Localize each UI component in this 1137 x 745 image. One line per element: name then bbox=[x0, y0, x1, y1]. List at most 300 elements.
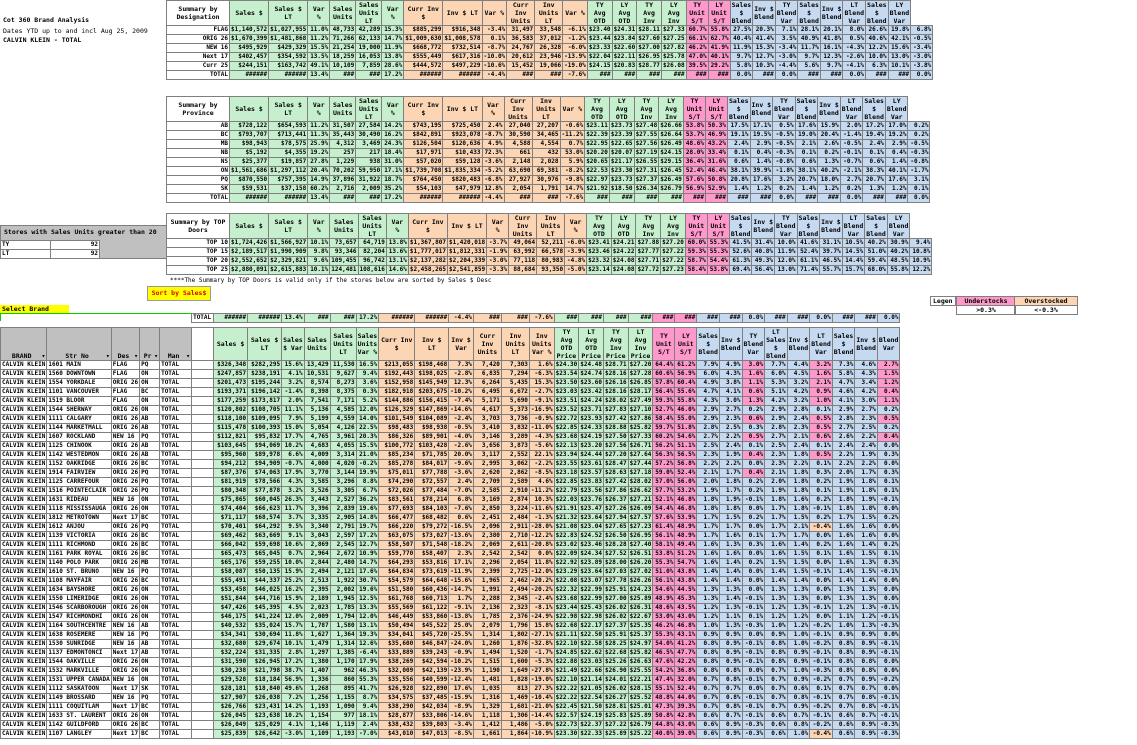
value-cell: $22.79 bbox=[555, 487, 578, 494]
store-row[interactable] bbox=[1, 370, 900, 379]
column-header: Var % bbox=[308, 97, 330, 122]
value-cell: $282,295 bbox=[248, 361, 282, 370]
brand-cell: CALVIN KLEIN bbox=[2, 658, 46, 665]
store-row[interactable] bbox=[1, 721, 900, 730]
filter-dropdown-icon[interactable]: ▾ bbox=[154, 352, 159, 360]
cell: $2,137,282 bbox=[409, 257, 446, 264]
detail-table bbox=[0, 313, 900, 739]
value-cell: 43.8% bbox=[675, 568, 697, 577]
value-cell: 0.5% bbox=[742, 433, 765, 442]
cell: 1.2% bbox=[885, 185, 908, 194]
cell: 24.3% bbox=[382, 140, 404, 149]
value-cell: 1,785 bbox=[330, 604, 356, 613]
value-cell: 59.3% bbox=[653, 397, 675, 406]
desig-cell: ORIG 26 bbox=[112, 451, 139, 458]
store-row[interactable] bbox=[1, 505, 900, 514]
store-row[interactable] bbox=[1, 532, 900, 541]
value-cell: 0.8% bbox=[787, 721, 810, 730]
store-row[interactable] bbox=[1, 397, 900, 406]
value-cell: $26.79 bbox=[629, 721, 652, 728]
value-cell: 2,611 bbox=[501, 541, 529, 550]
value-cell: 1.9% bbox=[765, 487, 788, 496]
value-cell: $18,840 bbox=[248, 685, 282, 694]
desig-cell: ORIG 26 bbox=[112, 505, 139, 512]
value-cell: 1,109 bbox=[304, 730, 330, 739]
filter-dropdown-icon[interactable]: ▾ bbox=[41, 352, 46, 360]
store-row[interactable] bbox=[1, 451, 900, 460]
cell: $24.21 bbox=[612, 239, 635, 246]
column-header: LY Unit S/T bbox=[705, 97, 727, 122]
desig-cell: ORIG 26 bbox=[112, 415, 139, 422]
spacer-cell bbox=[192, 505, 214, 514]
value-cell: $22.33 bbox=[580, 730, 602, 737]
value-cell: 1.7% bbox=[697, 514, 720, 523]
store-row[interactable] bbox=[1, 469, 900, 478]
value-cell: $22.10 bbox=[555, 676, 578, 683]
store-row[interactable] bbox=[1, 613, 900, 622]
store-row[interactable] bbox=[1, 577, 900, 586]
value-cell: 1.9% bbox=[719, 451, 742, 460]
value-cell: $24.30 bbox=[555, 361, 578, 368]
cell: ### bbox=[683, 194, 705, 203]
cell: 13.0% bbox=[888, 53, 911, 62]
summary-row bbox=[167, 62, 933, 71]
store-row[interactable] bbox=[1, 514, 900, 523]
store-row[interactable] bbox=[1, 406, 900, 415]
value-cell: -7.0% bbox=[356, 730, 379, 739]
value-cell: $61,122 bbox=[415, 604, 449, 613]
value-cell: $26.71 bbox=[629, 442, 652, 449]
value-cell: 2.7% bbox=[697, 433, 720, 442]
value-cell: 2.1% bbox=[765, 469, 788, 478]
value-cell: 1.4% bbox=[697, 577, 720, 586]
column-header: LY Avg Inv bbox=[659, 97, 684, 122]
value-cell: $27.18 bbox=[629, 469, 652, 476]
store-row[interactable] bbox=[1, 541, 900, 550]
man-cell: TOTAL bbox=[160, 469, 192, 478]
store-row[interactable] bbox=[1, 649, 900, 658]
brand-header[interactable] bbox=[1, 328, 47, 361]
store-cell: 1612 ANJOU bbox=[47, 523, 111, 532]
value-cell: 0.1% bbox=[742, 613, 765, 622]
value-cell: $23.29 bbox=[555, 568, 578, 575]
value-cell: 2.3% bbox=[719, 415, 742, 424]
value-cell: 4.2% bbox=[765, 397, 788, 406]
value-cell: 2.0% bbox=[832, 469, 855, 478]
column-header: Sales Units LT bbox=[356, 1, 382, 26]
row-label: NEW 16 bbox=[167, 44, 230, 53]
cell: 14.7% bbox=[382, 35, 404, 44]
value-cell: 0.7% bbox=[765, 685, 788, 694]
prov-cell: AB bbox=[140, 451, 160, 460]
cell: 57.6% bbox=[683, 176, 705, 185]
column-header: Var % bbox=[563, 1, 588, 26]
prov-cell: PQ bbox=[140, 433, 160, 442]
value-cell: $85,278 bbox=[379, 460, 415, 469]
cell: 59,950 bbox=[356, 167, 382, 176]
store-row[interactable] bbox=[1, 460, 900, 469]
value-cell: $44,716 bbox=[248, 595, 282, 604]
store-cell: 1101 VANCOUVER bbox=[47, 388, 111, 397]
value-cell: $22.98 bbox=[580, 613, 602, 620]
value-cell: 1,316 bbox=[473, 694, 501, 703]
store-row[interactable] bbox=[1, 604, 900, 613]
value-cell: 1,922 bbox=[330, 577, 356, 586]
man-cell: TOTAL bbox=[160, 433, 192, 442]
value-cell: 1.3% bbox=[697, 595, 720, 604]
cell: $27.23 bbox=[662, 266, 684, 273]
cell: 61.3% bbox=[729, 257, 752, 266]
value-cell: 3,146 bbox=[473, 433, 501, 442]
value-cell: -0.3% bbox=[742, 721, 765, 730]
value-cell: 1.6% bbox=[832, 541, 855, 550]
cell: -3.6% bbox=[482, 158, 504, 167]
cell: ### bbox=[750, 194, 773, 203]
detail-column-header: Inv Units LT bbox=[501, 328, 529, 361]
man-header[interactable] bbox=[160, 328, 192, 361]
value-cell: 0.1% bbox=[810, 550, 833, 559]
spacer-cell bbox=[192, 406, 214, 415]
cell: 109,455 bbox=[331, 257, 357, 264]
cell: 14.2% bbox=[382, 122, 404, 131]
row-label: TOTAL bbox=[167, 71, 230, 80]
desig-header[interactable] bbox=[111, 328, 139, 361]
cell: $27.20 bbox=[662, 239, 684, 246]
value-cell: 2,288 bbox=[473, 595, 501, 604]
cell: 10.1% bbox=[888, 62, 911, 71]
store-row[interactable] bbox=[1, 550, 900, 559]
cell: $495,929 bbox=[230, 44, 269, 53]
value-cell: $23.44 bbox=[555, 604, 578, 611]
store-row[interactable] bbox=[1, 424, 900, 433]
cell: -0.5% bbox=[773, 131, 796, 140]
value-cell: $24.48 bbox=[580, 361, 602, 368]
cell: 19.0% bbox=[795, 131, 818, 140]
cell: 60.0% bbox=[685, 239, 707, 248]
sum-topdoors-table bbox=[166, 213, 932, 275]
store-header[interactable] bbox=[47, 328, 111, 361]
cell: 19,066 bbox=[535, 62, 563, 71]
cell: 31.4% bbox=[752, 239, 775, 248]
value-cell: 44.0% bbox=[675, 694, 697, 703]
cell: 2,054 bbox=[504, 185, 532, 194]
cell: -1.2% bbox=[563, 35, 588, 44]
value-cell: $152,958 bbox=[379, 379, 415, 388]
value-cell: -0.1% bbox=[810, 658, 833, 667]
value-cell: 15.0% bbox=[282, 424, 305, 433]
store-cell: 1530 SUNRIDGE bbox=[47, 640, 111, 649]
filter-dropdown-icon[interactable]: ▾ bbox=[186, 352, 191, 360]
cell: $2,329,821 bbox=[270, 257, 307, 264]
value-cell: 1.6% bbox=[697, 541, 720, 550]
store-row[interactable] bbox=[1, 559, 900, 568]
cell: 12.2% bbox=[866, 44, 889, 53]
column-header: Inv $ Blend bbox=[818, 97, 841, 122]
cell: $26.08 bbox=[662, 62, 685, 69]
value-cell: $23.94 bbox=[555, 451, 578, 458]
value-cell: 2,323 bbox=[501, 604, 529, 613]
value-cell: 2.3% bbox=[855, 415, 878, 424]
value-cell: -12.0% bbox=[530, 568, 553, 575]
cell: 52,211 bbox=[537, 239, 565, 248]
cell: 0.6% bbox=[795, 158, 818, 167]
cell: -1.8% bbox=[773, 167, 796, 176]
value-cell: $85,234 bbox=[379, 451, 415, 460]
desig-cell: ORIG 26 bbox=[112, 721, 139, 728]
store-row[interactable] bbox=[1, 478, 900, 487]
cell: 15.5% bbox=[308, 44, 330, 53]
value-cell: 1.8% bbox=[719, 505, 742, 514]
total-cell: -7.6% bbox=[529, 314, 554, 323]
cell: 31.1% bbox=[820, 239, 843, 248]
summary-row bbox=[167, 266, 932, 275]
value-cell: 1,681 bbox=[501, 703, 529, 712]
value-cell: 8,398 bbox=[304, 388, 330, 397]
value-cell: 0.6% bbox=[832, 721, 855, 730]
value-cell: 54.7% bbox=[675, 559, 697, 568]
total-cell: ### bbox=[554, 314, 579, 323]
cell: 0.4% bbox=[885, 149, 908, 158]
value-cell: 0.6% bbox=[697, 721, 720, 730]
value-cell: $23.64 bbox=[580, 514, 602, 521]
value-cell: $71,548 bbox=[415, 541, 449, 550]
value-cell: 6.6% bbox=[282, 451, 305, 460]
summary-header: Summary by Province bbox=[167, 97, 230, 122]
prov-header[interactable] bbox=[140, 328, 160, 361]
value-cell: -13.8% bbox=[450, 613, 472, 620]
store-row[interactable] bbox=[1, 622, 900, 631]
cell: $654,593 bbox=[269, 122, 308, 131]
value-cell: 0.7% bbox=[765, 694, 788, 703]
value-cell: -3.4% bbox=[449, 721, 474, 730]
value-cell: $247,857 bbox=[214, 370, 248, 379]
value-cell: $84,017 bbox=[415, 460, 449, 469]
spacer-cell bbox=[192, 523, 214, 532]
spacer-cell bbox=[192, 514, 214, 523]
filter-dropdown-icon[interactable]: ▾ bbox=[105, 352, 110, 360]
value-cell: 1,336 bbox=[304, 676, 330, 685]
value-cell: 8,574 bbox=[304, 379, 330, 388]
value-cell: 0.0% bbox=[877, 586, 900, 595]
prov-cell: ON bbox=[140, 496, 160, 505]
value-cell: $28.16 bbox=[604, 388, 627, 395]
brand-total-label: CALVIN KLEIN - TOTAL bbox=[3, 36, 82, 44]
value-cell: $118,100 bbox=[214, 415, 248, 424]
value-cell: $55,569 bbox=[379, 604, 415, 613]
store-row[interactable] bbox=[1, 703, 900, 712]
store-row[interactable] bbox=[1, 685, 900, 694]
value-cell: 3,144 bbox=[330, 469, 356, 478]
value-cell: 2,589 bbox=[501, 478, 529, 487]
store-row[interactable] bbox=[1, 487, 900, 496]
store-row[interactable] bbox=[1, 388, 900, 397]
store-row[interactable] bbox=[1, 658, 900, 667]
summary-row bbox=[167, 26, 933, 35]
value-cell: -11.6% bbox=[530, 505, 553, 512]
value-cell: 55.6% bbox=[675, 388, 697, 397]
value-cell: 22.5% bbox=[356, 424, 379, 433]
column-header: Sales $ bbox=[230, 97, 269, 122]
cell: 2.1% bbox=[795, 140, 818, 149]
store-row[interactable] bbox=[1, 694, 900, 703]
value-cell: -2.2% bbox=[529, 460, 554, 469]
value-cell: $78,566 bbox=[248, 478, 282, 487]
store-cell: 1547 RICHMONDHI bbox=[47, 613, 111, 622]
value-cell: $51,580 bbox=[379, 586, 415, 595]
value-cell: 1.6% bbox=[697, 559, 720, 568]
value-cell: 3.6% bbox=[356, 379, 379, 388]
brand-cell: CALVIN KLEIN bbox=[2, 370, 46, 377]
store-row[interactable] bbox=[1, 433, 900, 442]
value-cell: $198,468 bbox=[415, 361, 449, 370]
total-cell: ###### bbox=[379, 314, 415, 323]
cell: 20.4% bbox=[818, 131, 841, 140]
brand-cell: CALVIN KLEIN bbox=[2, 451, 46, 458]
legend-label: Legen bbox=[930, 296, 956, 306]
value-cell: $53,816 bbox=[415, 559, 449, 568]
cell: $23.33 bbox=[588, 44, 611, 51]
store-row[interactable] bbox=[1, 442, 900, 451]
value-cell: $59,770 bbox=[379, 550, 415, 559]
value-cell: $27.40 bbox=[629, 541, 652, 548]
sort-by-sales-button[interactable]: Sort by Sales$ bbox=[147, 286, 211, 301]
value-cell: $55,491 bbox=[214, 577, 248, 586]
value-cell: 1.2% bbox=[697, 613, 720, 622]
detail-column-header: TY Unit S/T bbox=[653, 328, 675, 361]
value-cell: 0.6% bbox=[810, 433, 833, 442]
value-cell: -0.4% bbox=[810, 523, 833, 532]
value-cell: -7.4% bbox=[449, 397, 474, 406]
value-cell: $66,623 bbox=[248, 505, 282, 514]
cell: $37,158 bbox=[269, 185, 308, 194]
desig-cell: ORIG 26 bbox=[112, 406, 139, 413]
value-cell: 46.8% bbox=[675, 496, 697, 505]
value-cell: $68,482 bbox=[415, 514, 449, 523]
row-label: SK bbox=[167, 185, 230, 194]
row-label: TOP 10 bbox=[167, 239, 230, 248]
value-cell: 2.5% bbox=[719, 424, 742, 433]
value-cell: $26.02 bbox=[604, 685, 627, 692]
cell: -6.8% bbox=[482, 176, 504, 185]
store-cell: 1550 LIMERIDGE bbox=[47, 595, 111, 604]
brand-cell: CALVIN KLEIN bbox=[2, 379, 46, 386]
brand-cell: CALVIN KLEIN bbox=[2, 487, 46, 494]
cell: $25.78 bbox=[662, 53, 685, 60]
value-cell: 0.2% bbox=[810, 496, 833, 505]
value-cell: 0.2% bbox=[810, 514, 833, 523]
store-row[interactable] bbox=[1, 667, 900, 676]
cell: 48,733 bbox=[330, 26, 356, 35]
prov-cell: AB bbox=[140, 424, 160, 433]
column-header: Sales $ Blend bbox=[867, 1, 887, 25]
store-row[interactable] bbox=[1, 595, 900, 604]
desig-cell: NEW 16 bbox=[111, 622, 139, 631]
store-row[interactable] bbox=[1, 568, 900, 577]
value-cell: 43.1% bbox=[675, 631, 697, 640]
cell: 41.9% bbox=[708, 44, 730, 53]
store-row[interactable] bbox=[1, 523, 900, 532]
cell: 40.6% bbox=[866, 35, 889, 44]
row-label: TOP 15 bbox=[167, 248, 230, 257]
filter-dropdown-icon[interactable]: ▾ bbox=[134, 352, 139, 360]
cell: 0.2% bbox=[773, 185, 796, 194]
value-cell: $22.21 bbox=[629, 676, 652, 683]
value-cell: 2.7% bbox=[765, 433, 788, 442]
value-cell: $42,139 bbox=[415, 667, 449, 676]
value-cell: 1.3% bbox=[719, 541, 742, 550]
column-header: Curr Inv $ bbox=[404, 97, 443, 122]
store-row[interactable] bbox=[1, 676, 900, 685]
value-cell: 1.8% bbox=[855, 478, 878, 487]
value-cell: $22.22 bbox=[555, 694, 578, 701]
cell: -1.4% bbox=[840, 131, 863, 140]
store-row[interactable] bbox=[1, 640, 900, 649]
value-cell: 3.8% bbox=[719, 379, 742, 388]
store-row[interactable] bbox=[1, 730, 900, 739]
cell: 124,481 bbox=[331, 266, 357, 273]
value-cell: 10.0% bbox=[282, 559, 305, 568]
brand-cell: CALVIN KLEIN bbox=[2, 577, 46, 584]
value-cell: -0.1% bbox=[742, 676, 765, 685]
value-cell: $59,255 bbox=[248, 559, 282, 568]
store-row[interactable] bbox=[1, 496, 900, 505]
detail-column-header: LT Avg OTD Price bbox=[579, 328, 604, 361]
store-row[interactable] bbox=[1, 415, 900, 424]
value-cell: -0.1% bbox=[877, 703, 900, 712]
cell: 46.4% bbox=[705, 167, 727, 176]
value-cell: $69,462 bbox=[214, 532, 248, 541]
store-row[interactable] bbox=[1, 586, 900, 595]
cell: $59,531 bbox=[230, 185, 269, 194]
value-cell: 0.0% bbox=[810, 613, 833, 622]
store-row[interactable] bbox=[1, 379, 900, 388]
value-cell: 1,385 bbox=[330, 649, 356, 658]
value-cell: 2.7% bbox=[877, 361, 900, 370]
column-header: TY Avg OTD bbox=[585, 97, 610, 122]
column-header: TY Avg Inv bbox=[636, 214, 661, 239]
store-row[interactable] bbox=[1, 712, 900, 721]
value-cell: 1.7% bbox=[719, 487, 742, 496]
value-cell: 2,096 bbox=[473, 523, 501, 532]
cell: 80,983 bbox=[537, 257, 565, 266]
prov-cell: ON bbox=[140, 658, 160, 667]
store-row[interactable] bbox=[1, 631, 900, 640]
spacer-cell bbox=[192, 487, 214, 496]
value-cell: 2,399 bbox=[473, 568, 501, 577]
value-cell: $66,477 bbox=[379, 514, 415, 523]
value-cell: 3,117 bbox=[473, 451, 501, 460]
value-cell: 7.3% bbox=[832, 361, 855, 370]
cell: 1.4% bbox=[885, 158, 908, 167]
total-cell: ### bbox=[603, 314, 628, 323]
value-cell: $23,431 bbox=[248, 703, 282, 712]
value-cell: 1,380 bbox=[304, 658, 330, 667]
cell: $59,128 bbox=[443, 158, 482, 167]
value-cell: $26,766 bbox=[214, 703, 248, 712]
value-cell: 4,009 bbox=[304, 451, 330, 460]
value-cell: 6,672 bbox=[501, 388, 529, 397]
value-cell: 1.3% bbox=[719, 622, 742, 631]
store-row[interactable] bbox=[1, 361, 900, 370]
value-cell: 17.6% bbox=[356, 568, 379, 577]
cell: $555,449 bbox=[404, 53, 443, 62]
value-cell: 8,273 bbox=[330, 379, 356, 388]
value-cell: $60,045 bbox=[248, 496, 282, 505]
cell: 52.4% bbox=[797, 248, 820, 257]
cell: 41.8% bbox=[820, 35, 843, 44]
value-cell: 1.7% bbox=[449, 595, 474, 604]
brand-cell: CALVIN KLEIN bbox=[2, 694, 46, 701]
